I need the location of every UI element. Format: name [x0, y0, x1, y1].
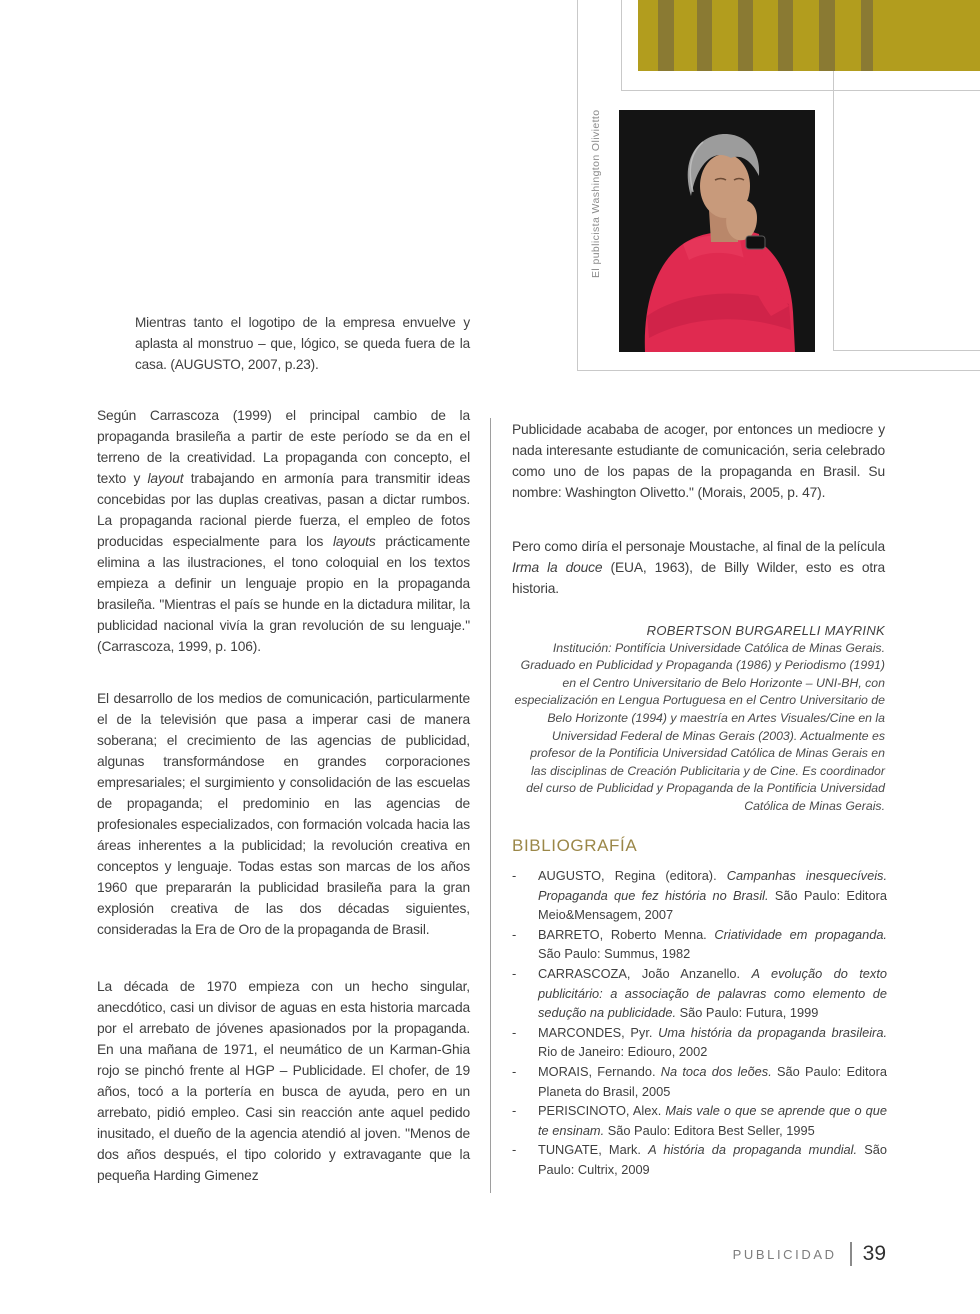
bibliography-entry: [512, 1023, 887, 1062]
author-bio: [512, 622, 885, 816]
bibliography-entry-text: [538, 1062, 887, 1101]
italic-run: Mais vale o que se aprende que o que te ensinam.: [538, 1103, 887, 1138]
bibliography-entry-text: [538, 1023, 887, 1062]
text-run: TUNGATE, Mark.: [538, 1142, 649, 1158]
paragraph-decada-1970: [97, 976, 470, 1186]
text-run: Rio de Janeiro: Ediouro, 2002: [538, 1044, 708, 1060]
paragraph-desarrollo: [97, 688, 470, 940]
portrait-washington-olivetto: [619, 110, 815, 352]
italic-run: layouts: [332, 534, 376, 549]
chart-stripe-bar: [861, 0, 873, 71]
bibliography-entry-text: [538, 964, 887, 1023]
bibliography-entry: [512, 866, 887, 925]
chart-box-bottom-line: [621, 90, 980, 91]
italic-run: Na toca dos leões.: [660, 1063, 772, 1079]
text-run: MORAIS, Fernando.: [538, 1063, 661, 1079]
bibliography-entry-text: [538, 1140, 887, 1179]
author-bio-text: Institución: Pontifícia Universidade Católica de Minas Gerais. Graduado en Publicidad y Propaganda (1986) y Periodismo (1991) en el Centro Universitario de Belo Horizonte – UNI-BH, con especialización en Lengua Portuguesa en el Centro Universitario de Belo Horizonte (1994) y maestría en Artes Visuales/Cine en la Universidad Federal de Minas Gerais (2003). Actualmente es profesor de la Pontificia Universidad Católica de Minas Gerais en las disciplinas de Creación Publicitaria y de Cine. Es coordinador del curso de Publicidad y Propaganda de la Pontificia Universidad Católica de Minas Gerais.: [514, 640, 885, 813]
italic-run: A evolução do texto publicitário: a associação de palavras como elemento de sedução na publicidade.: [538, 965, 887, 1021]
paragraph-carrascoza: [97, 405, 470, 657]
italic-run: Criatividade em propaganda.: [714, 926, 887, 942]
italic-run: Irma la douce: [512, 560, 603, 575]
text-run: São Paulo: Summus, 1982: [538, 946, 691, 962]
bibliography-bullet: -: [512, 1024, 517, 1040]
bibliography-bullet: -: [512, 926, 517, 942]
text-run: AUGUSTO, Regina (editora).: [538, 868, 727, 883]
bibliography-entry-text: [538, 925, 887, 964]
text-run: PERISCINOTO, Alex.: [538, 1103, 666, 1119]
text-run: CARRASCOZA, João Anzanello.: [538, 965, 752, 981]
bibliography-bullet: -: [512, 868, 517, 883]
text-run: MARCONDES, Pyr.: [538, 1024, 659, 1040]
bibliography-bullet: -: [512, 1063, 517, 1079]
bibliography-entry: [512, 964, 887, 1023]
italic-run: Campanhas inesquecíveis. Propaganda que fez história no Brasil.: [538, 868, 887, 903]
outer-frame-bottom-line: [577, 370, 980, 371]
text-run: trabajando en armonía para transmitir ideas concebidas por las duplas creativas, pasan a dictar rumbos. La propaganda racional pierde fuerza, el empleo de fotos producidas especialmente para los: [97, 471, 471, 549]
bibliography-list: [512, 866, 887, 1180]
footer-section-label: PUBLICIDAD: [732, 1246, 837, 1262]
text-run: BARRETO, Roberto Menna.: [538, 926, 715, 942]
bibliography-entry-text: [538, 1101, 887, 1140]
chart-stripe-bar: [658, 0, 674, 71]
bibliography-entry: [512, 1062, 887, 1101]
bibliography-entry: [512, 925, 887, 964]
text-run: São Paulo: Futura, 1999: [676, 1005, 819, 1021]
italic-run: layout: [147, 471, 184, 486]
bibliography-entry: [512, 1101, 887, 1140]
italic-run: Uma história da propaganda brasileira.: [658, 1024, 887, 1040]
text-run: (EUA, 1963), de Billy Wilder, esto es otra historia.: [512, 560, 885, 596]
chart-box-left-line: [621, 0, 622, 91]
portrait-photo: [619, 110, 815, 352]
text-run: prácticamente elimina a las ilustraciones, el tono coloquial en los textos empieza a definir un lenguaje propio en la propaganda brasileña. "Mientras el país se hunde en la dictadura militar, la publicidad nacional vivía la gran revolución de su lenguaje." (Carrascoza, 1999, p. 106).: [97, 534, 470, 654]
text-run: São Paulo: Editora Planeta do Brasil, 2005: [538, 1063, 887, 1099]
text-run: Pero como diría el personaje Moustache, al final de la película: [512, 539, 885, 554]
chart-stripes: [638, 0, 980, 71]
photo-caption-text: El publicista Washington Olivietto: [590, 109, 602, 278]
side-box-bottom-line: [833, 350, 980, 351]
author-name: ROBERTSON BURGARELLI MAYRINK: [646, 623, 885, 638]
chart-stripe-bar: [819, 0, 835, 71]
italic-run: A história da propaganda mundial.: [648, 1142, 858, 1158]
chart-decoration: [638, 0, 980, 71]
footer-page-number: 39: [862, 1242, 886, 1265]
text-run: Según Carrascoza (1999) el principal cambio de la propaganda brasileña a partir de este período se da en el terreno de la creatividad. La propaganda con concepto, el texto y: [97, 408, 470, 486]
bibliography-heading: BIBLIOGRAFÍA: [512, 836, 638, 855]
side-box-left-line: [833, 71, 834, 351]
photo-caption: [588, 109, 606, 278]
text-run: Publicidade acababa de acoger, por entonces un mediocre y nada interesante estudiante de comunicación, seria celebrado como uno de los papas de la propaganda en Brasil. Su nombre: Washington Olivetto." (Morais, 2005, p. 47).: [512, 422, 885, 500]
chart-stripe-bar: [778, 0, 793, 71]
bibliography-bullet: -: [512, 1142, 517, 1158]
bibliography-entry-text: [538, 866, 887, 925]
chart-stripe-bar: [697, 0, 712, 71]
bibliography-entry: [512, 1140, 887, 1179]
chart-stripe-bar: [738, 0, 753, 71]
bibliography-bullet: -: [512, 1103, 517, 1119]
footer-divider-bar: [850, 1242, 852, 1266]
text-run: São Paulo: Cultrix, 2009: [538, 1142, 888, 1177]
paragraph-publicidade: [512, 419, 885, 503]
block-quote: Mientras tanto el logotipo de la empresa envuelve y aplasta al monstruo – que, lógico, se queda fuera de la casa. (AUGUSTO, 2007, p.23).: [135, 315, 470, 372]
text-run: São Paulo: Editora Best Seller, 1995: [604, 1122, 815, 1138]
bibliography-bullet: -: [512, 965, 517, 981]
paragraph-moustache: [512, 536, 885, 599]
column-divider: [490, 418, 491, 1193]
outer-frame-left-line: [577, 0, 578, 370]
text-run: La década de 1970 empieza con un hecho singular, anecdótico, casi un divisor de aguas en esta historia marcada por el arrebato de jóvenes apasionados por la propaganda. En una mañana de 1971, el neumático de un Karman-Ghia rojo se pinchó frente al HGP – Publicidade. El chofer, de 19 años, tocó a la portería en busca de ayuda, pero en un arrebato, pidió empleo. Casi sin reacción ante aquel pedido inusitado, el dueño de la agencia atendió al joven. "Menos de dos años después, el tipo colorido y extravagante que la pequeña Harding Gimenez: [97, 979, 470, 1183]
text-run: São Paulo: Editora Meio&Mensagem, 2007: [538, 887, 887, 923]
text-run: El desarrollo de los medios de comunicación, particularmente el de la televisión que pasa a imperar casi de manera soberana; el crecimiento de las agencias de publicidad, algunas transformándose en grandes corporaciones empresariales; el surgimiento y consolidación de las escuelas de propaganda; el predominio en las agencias de profesionales especializados, con formación volcada hacia las áreas inherentes a la publicidad; la revolución creativa en conceptos y lenguaje. Todas estas son marcas de los años 1960 que prepararán la publicidad brasileña para la gran explosión creativa de las dos décadas siguientes, consideradas la Era de Oro de la propaganda de Brasil.: [97, 691, 470, 937]
page-footer: [733, 1242, 886, 1266]
